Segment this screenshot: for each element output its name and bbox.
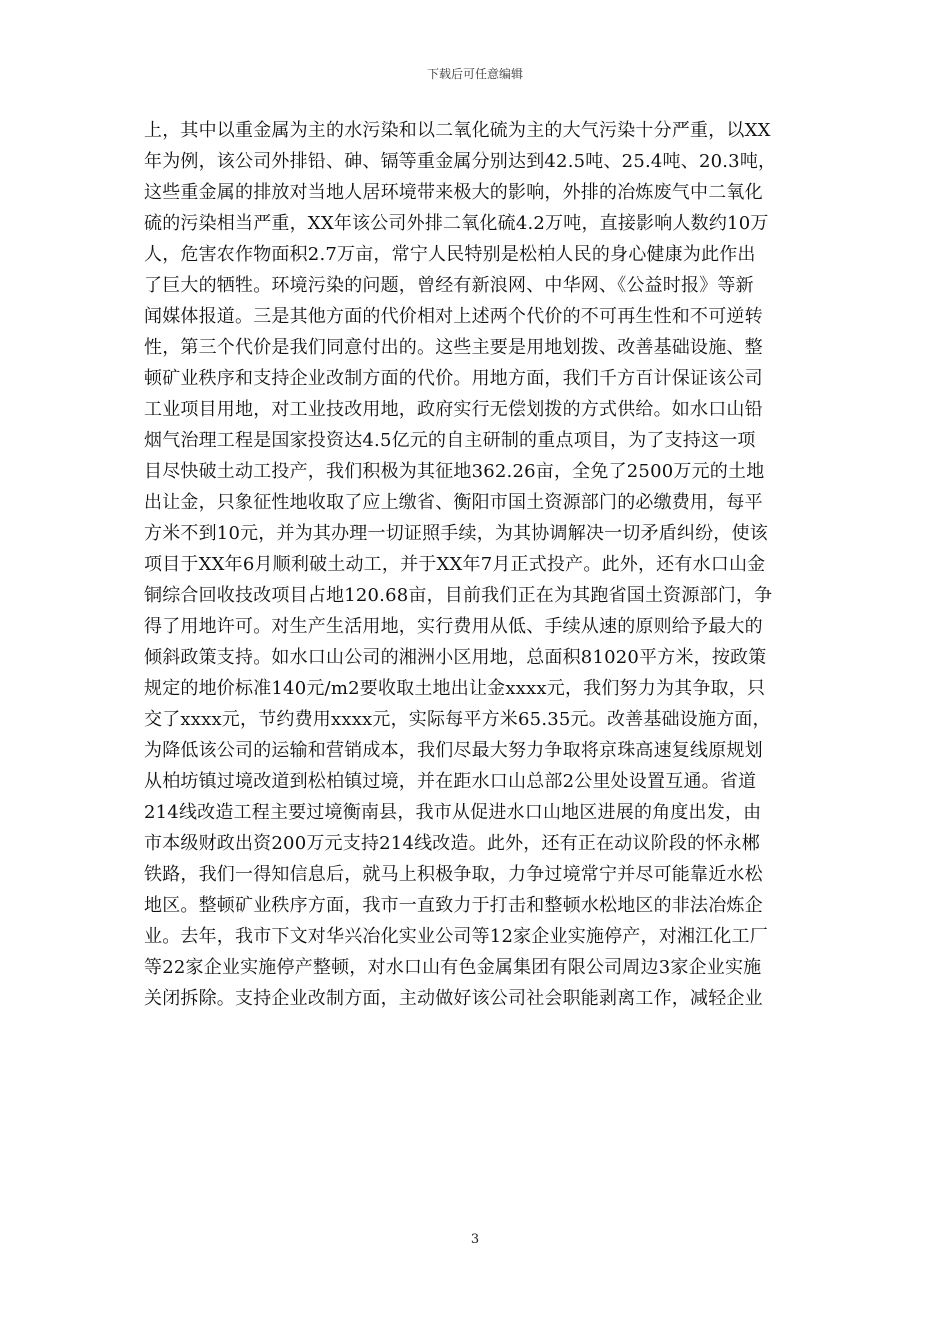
body-line: 人，危害农作物面积2.7万亩，常宁人民特别是松柏人民的身心健康为此作出 [144, 244, 756, 265]
body-line: 烟气治理工程是国家投资达4.5亿元的自主研制的重点项目，为了支持这一项 [144, 430, 756, 451]
body-line: 了巨大的牺牲。环境污染的问题，曾经有新浪网、中华网、《公益时报》等新 [144, 275, 754, 296]
body-line: 目尽快破土动工投产，我们积极为其征地362.26亩，全免了2500万元的土地 [144, 461, 765, 482]
body-line: 硫的污染相当严重，XX年该公司外排二氧化硫4.2万吨，直接影响人数约10万 [144, 213, 769, 234]
body-line: 方米不到10元，并为其办理一切证照手续，为其协调解决一切矛盾纠纷，使该 [144, 523, 768, 544]
body-line: 市本级财政出资200万元支持214线改造。此外，还有正在动议阶段的怀永郴 [144, 833, 760, 854]
body-line: 出让金，只象征性地收取了应上缴省、衡阳市国土资源部门的必缴费用，每平 [144, 492, 763, 513]
body-line: 地区。整顿矿业秩序方面，我市一直致力于打击和整顿水松地区的非法冶炼企 [144, 895, 763, 916]
body-line: 年为例，该公司外排铅、砷、镉等重金属分别达到42.5吨、25.4吨、20.3吨， [144, 151, 777, 172]
body-line: 性，第三个代价是我们同意付出的。这些主要是用地划拨、改善基础设施、整 [144, 337, 763, 358]
body-line: 为降低该公司的运输和营销成本，我们尽最大努力争取将京珠高速复线原规划 [144, 740, 763, 761]
page-header: 下载后可任意编辑 [426, 67, 523, 81]
body-line: 交了xxxx元，节约费用xxxx元，实际每平方米65.35元。改善基础设施方面， [144, 709, 771, 730]
body-line: 关闭拆除。支持企业改制方面，主动做好该公司社会职能剥离工作，减轻企业 [144, 988, 763, 1009]
body-line: 铜综合回收技改项目占地120.68亩，目前我们正在为其跑省国土资源部门，争 [144, 585, 773, 606]
document-body [144, 115, 824, 1014]
body-line: 上，其中以重金属为主的水污染和以二氧化硫为主的大气污染十分严重，以XX [144, 120, 771, 141]
body-line: 规定的地价标准140元/m2要收取土地出让金xxxx元，我们努力为其争取，只 [144, 678, 766, 699]
body-line: 这些重金属的排放对当地人居环境带来极大的影响，外排的冶炼废气中二氧化 [144, 182, 763, 203]
body-line: 业。去年，我市下文对华兴冶化实业公司等12家企业实施停产，对湘江化工厂 [144, 926, 768, 947]
body-line: 项目于XX年6月顺利破土动工，并于XX年7月正式投产。此外，还有水口山金 [144, 554, 766, 575]
body-line: 顿矿业秩序和支持企业改制方面的代价。用地方面，我们千方百计保证该公司 [144, 368, 763, 389]
body-line: 得了用地许可。对生产生活用地，实行费用从低、手续从速的原则给予最大的 [144, 616, 763, 637]
page-number: 3 [470, 1232, 480, 1247]
body-line: 从柏坊镇过境改道到松柏镇过境，并在距水口山总部2公里处设置互通。省道 [144, 771, 757, 792]
body-line: 工业项目用地，对工业技改用地，政府实行无偿划拨的方式供给。如水口山铅 [144, 399, 763, 420]
body-line: 闻媒体报道。三是其他方面的代价相对上述两个代价的不可再生性和不可逆转 [144, 306, 763, 327]
body-line: 倾斜政策支持。如水口山公司的湘洲小区用地，总面积81020平方米，按政策 [144, 647, 767, 668]
body-line: 铁路，我们一得知信息后，就马上积极争取，力争过境常宁并尽可能靠近水松 [144, 864, 763, 885]
body-line: 214线改造工程主要过境衡南县，我市从促进水口山地区进展的角度出发，由 [144, 802, 762, 823]
body-line: 等22家企业实施停产整顿，对水口山有色金属集团有限公司周边3家企业实施 [144, 957, 762, 978]
